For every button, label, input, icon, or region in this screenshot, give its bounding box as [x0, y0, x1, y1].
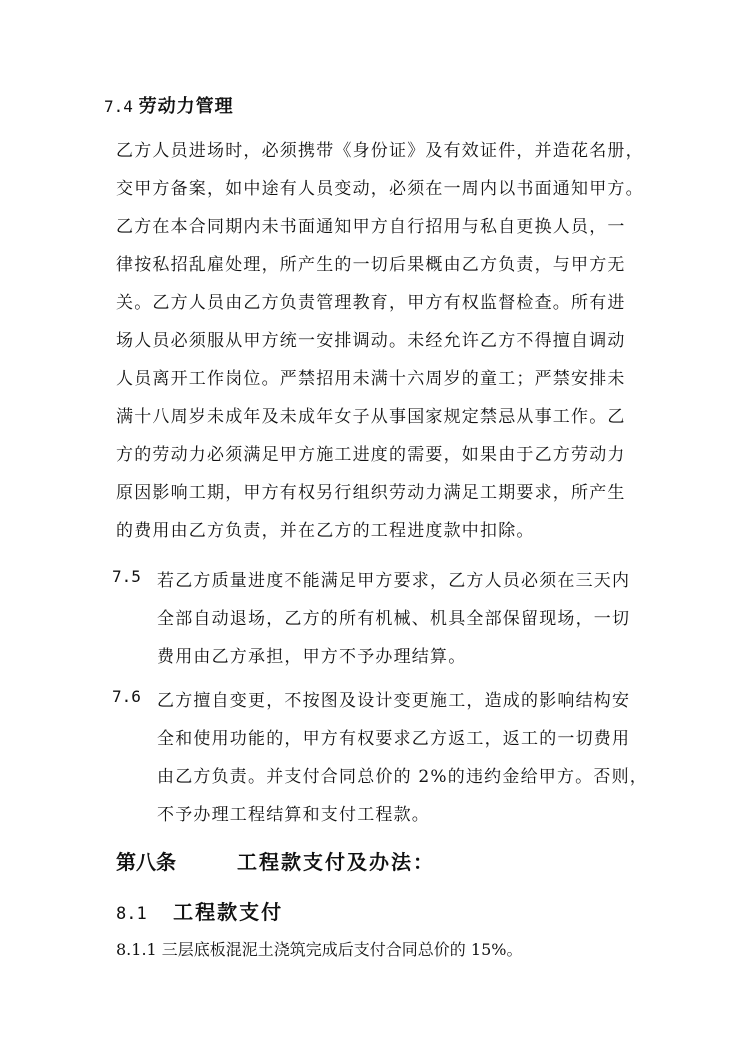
paragraph-line: 场人员必须服从甲方统一安排调动。未经允许乙方不得擅自调动 [116, 331, 626, 351]
paragraph-line: 交甲方备案，如中途有人员变动，必须在一周内以书面通知甲方。 [116, 179, 644, 199]
section-number: 7.6 [112, 687, 141, 706]
section-8-1-heading [116, 896, 283, 925]
paragraph-line: 律按私招乱雇处理，所产生的一切后果概由乙方负责，与甲方无 [116, 255, 626, 275]
paragraph-line: 乙方在本合同期内未书面通知甲方自行招用与私自更换人员，一 [116, 217, 626, 237]
section-number: 7.5 [112, 567, 141, 586]
section-number: 8.1 [116, 904, 147, 924]
paragraph-line: 乙方人员进场时，必须携带《身份证》及有效证件，并造花名册， [116, 141, 644, 161]
section-7-4-heading [104, 92, 234, 118]
paragraph-line: 的费用由乙方负责，并在乙方的工程进度款中扣除。 [116, 521, 535, 541]
section-title: 工程款支付 [173, 900, 284, 924]
paragraph-line: 满十八周岁未成年及未成年女子从事国家规定禁忌从事工作。乙 [116, 407, 626, 427]
article-title: 工程款支付及办法： [236, 850, 435, 874]
paragraph-line: 乙方擅自变更，不按图及设计变更施工，造成的影响结构安 [157, 691, 631, 711]
article-8-heading [116, 846, 435, 875]
paragraph-line: 方的劳动力必须满足甲方施工进度的需要，如果由于乙方劳动力 [116, 445, 626, 465]
paragraph-line: 由乙方负责。并支付合同总价的 2%的违约金给甲方。否则， [157, 767, 648, 787]
section-8-1-1-text: 8.1.1 三层底板混泥土浇筑完成后支付合同总价的 15%。 [116, 940, 523, 959]
paragraph-line: 人员离开工作岗位。严禁招用未满十六周岁的童工；严禁安排未 [116, 369, 626, 389]
paragraph-line: 全部自动退场，乙方的所有机械、机具全部保留现场，一切 [157, 609, 631, 629]
paragraph-line: 不予办理工程结算和支付工程款。 [157, 805, 430, 825]
paragraph-line: 全和使用功能的，甲方有权要求乙方返工，返工的一切费用 [157, 729, 631, 749]
paragraph-line: 关。乙方人员由乙方负责管理教育，甲方有权监督检查。所有进 [116, 293, 626, 313]
section-title: 劳动力管理 [138, 96, 234, 117]
paragraph-line: 原因影响工期，甲方有权另行组织劳动力满足工期要求，所产生 [116, 483, 626, 503]
paragraph-line: 若乙方质量进度不能满足甲方要求，乙方人员必须在三天内 [157, 571, 631, 591]
article-label: 第八条 [116, 850, 176, 874]
section-number: 7.4 [104, 97, 133, 116]
paragraph-line: 费用由乙方承担，甲方不予办理结算。 [157, 647, 467, 667]
